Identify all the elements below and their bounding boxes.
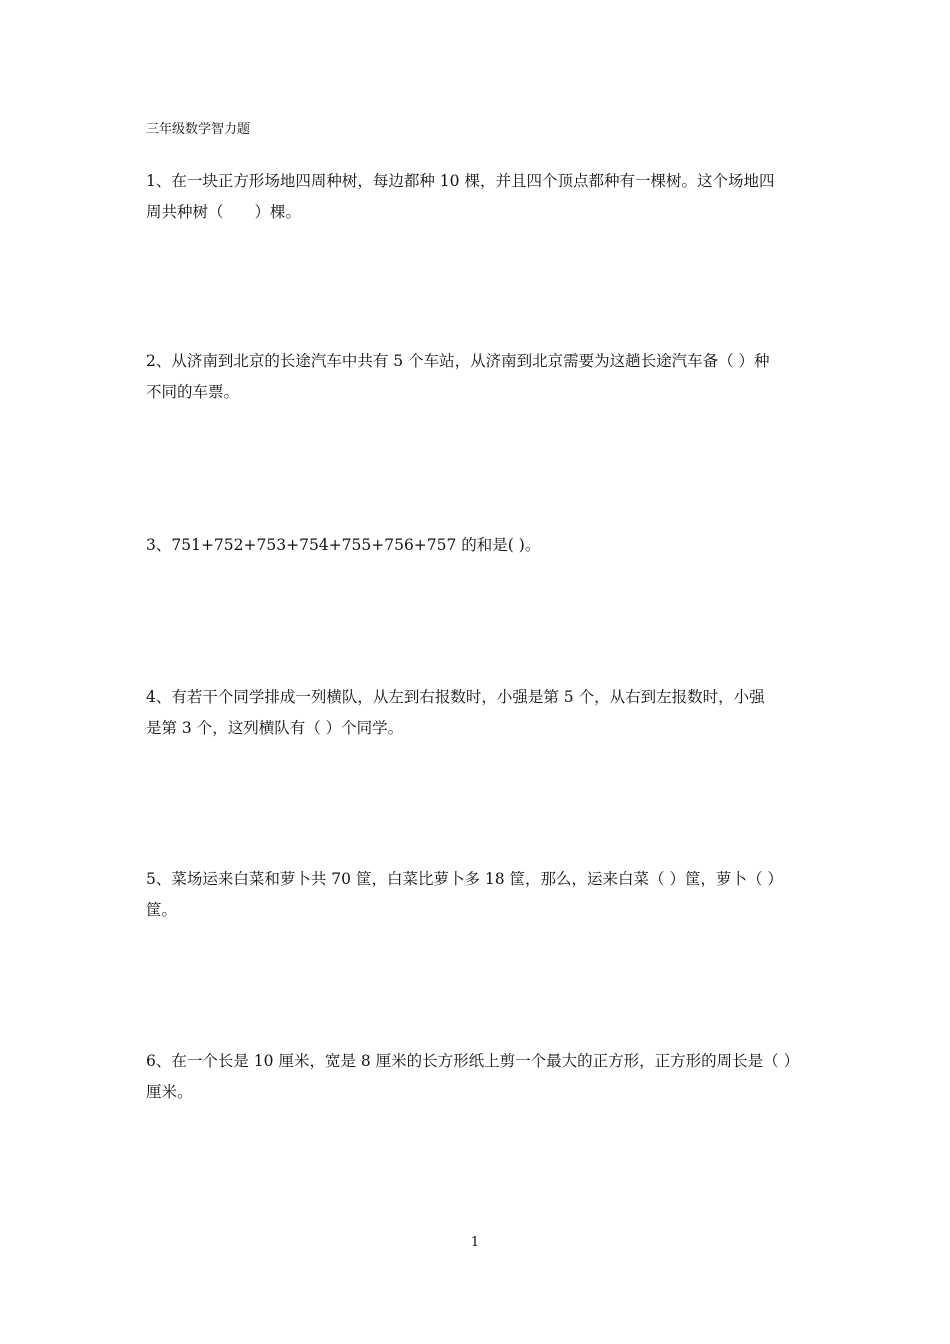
question-6-line-1: 6、在一个长是 10 厘米，宽是 8 厘米的长方形纸上剪一个最大的正方形，正方形的周长是（ ） bbox=[146, 1052, 800, 1070]
document-title: 三年级数学智力题 bbox=[146, 122, 251, 137]
question-6-line-2: 厘米。 bbox=[146, 1083, 193, 1101]
question-1 bbox=[146, 166, 808, 228]
question-2 bbox=[146, 346, 808, 408]
question-1-line-2: 周共种树（ ）棵。 bbox=[146, 203, 302, 221]
question-2-line-1: 2、从济南到北京的长途汽车中共有 5 个车站，从济南到北京需要为这趟长途汽车备（ ）种 bbox=[146, 352, 770, 370]
question-5-line-1: 5、菜场运来白菜和萝卜共 70 筐，白菜比萝卜多 18 筐，那么，运来白菜（ ）筐，萝卜（ ） bbox=[146, 870, 783, 888]
page-number: 1 bbox=[470, 1235, 480, 1250]
question-6 bbox=[146, 1046, 808, 1108]
question-5 bbox=[146, 864, 808, 926]
question-4 bbox=[146, 682, 808, 744]
question-5-line-2: 筐。 bbox=[146, 901, 178, 919]
question-3 bbox=[146, 530, 808, 561]
question-1-line-1: 1、在一块正方形场地四周种树，每边都种 10 棵，并且四个顶点都种有一棵树。这个场地四 bbox=[146, 172, 775, 190]
question-4-line-2: 是第 3 个，这列横队有（ ）个同学。 bbox=[146, 719, 404, 737]
question-2-line-2: 不同的车票。 bbox=[146, 383, 240, 401]
question-4-line-1: 4、有若干个同学排成一列横队，从左到右报数时，小强是第 5 个，从右到左报数时，小强 bbox=[146, 688, 765, 706]
question-3-line-1: 3、751+752+753+754+755+756+757 的和是( )。 bbox=[146, 536, 541, 554]
